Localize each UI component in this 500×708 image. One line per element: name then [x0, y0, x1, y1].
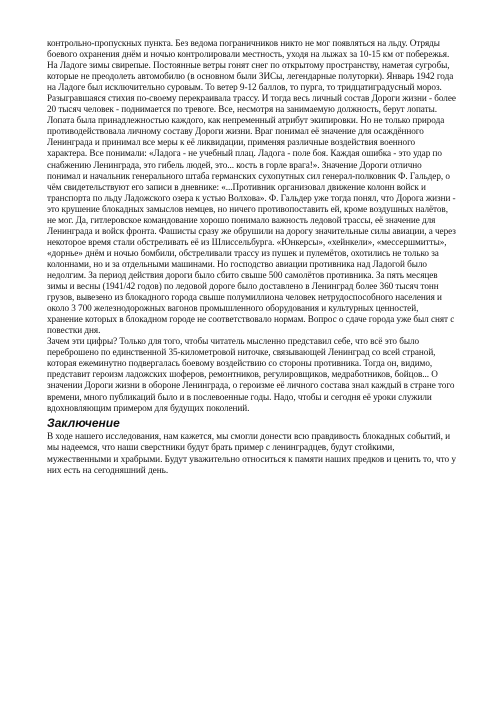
body-paragraph-2: Зачем эти цифры? Только для того, чтобы читатель мысленно представил себе, что всё это было переброшено по единственной 35-километровой ниточке, связывающей Ленинград со всей страной, которая ежеминутно подвергалась боевому воздействию со стороны противника. Тогда он, видимо, представит героизм ладожских шоферов, ремонтников, регулировщиков, медработников, бойцов... О значении Дороги жизни в обороне Ленинграда, о героизме её личного состава знал каждый в стране того времени, много публикаций было и в послевоенные годы. Надо, чтобы и сегодня её уроки служили вдохновляющим примером для будущих поколений.	[47, 336, 455, 413]
conclusion-paragraph: В ходе нашего исследования, нам кажется, мы смогли донести всю правдивость блокадных событий, и мы надеемся, что наши сверстники будут брать пример с ленинградцев, будут стойкими, мужественными и храбрыми. Будут уважительно относиться к памяти наших предков и ценить то, что у них есть на сегодняшний день.	[47, 431, 457, 477]
section-heading: Заключение	[47, 415, 120, 430]
body-paragraph-1: контрольно-пропускных пункта. Без ведома пограничников никто не мог появляться на льду. Отряды боевого охранения днём и ночью контролировали местность, уходя на лыжах за 10-15 км от побережья. На Ладоге зимы свирепые. Постоянные ветры гонят снег по открытому пространству, наметая сугробы, которые не преодолеть автомобилю (в основном были ЗИСы, легендарные полуторки). Январь 1942 года на Ладоге был исключительно суровым. То ветер 9-12 баллов, то пурга, то тридцатиградусный мороз. Разыгравшаяся стихия по-своему перекраивала трассу. И тогда весь личный состав Дороги жизни - более 20 тысяч человек - поднимается по тревоге. Все, несмотря на занимаемую должность, берут лопаты. Лопата была принадлежностью каждого, как непременный атрибут экипировки. Но не только природа противодействовала личному составу Дороги жизни. Враг понимал её значение для осаждённого Ленинграда и принимал все меры к её ликвидации, применяя различные воздействия военного характера. Все понимали: «Ладога - не учебный плац. Ладога - поле боя. Каждая ошибка - это удар по снабжению Ленинграда, это гибель людей, это... кость в горле врага!». Значение Дороги отлично понимал и начальник генерального штаба германских сухопутных сил генерал-полковник Ф. Гальдер, о чём свидетельствуют его записи в дневнике: «...Противник организовал движение колонн войск и транспорта по льду Ладожского озера к устью Волхова». Ф. Гальдер уже тогда понял, что Дорога жизни - это крушение блокадных замыслов немцев, но ничего противопоставить ей, кроме воздушных налётов, не мог. Да, гитлеровское командование хорошо понимало важность ледовой трассы, её значение для Ленинграда и войск фронта. Фашисты сразу же обрушили на дорогу значительные силы авиации, а через некоторое время стали обстреливать её из Шлиссельбурга. «Юнкерсы», «хейнкели», «мессершмитты», «дорнье» днём и ночью бомбили, обстреливали трассу из пушек и пулемётов, охотились не только за колоннами, но и за отдельными машинами. Но господство авиации противника над Ладогой было недолгим. За период действия дороги было сбито свыше 500 самолётов противника. За пять месяцев зимы и весны (1941/42 годов) по ледовой дороге было доставлено в Ленинград более 360 тысяч тонн грузов, вывезено из блокадного города свыше полумиллиона человек нетрудоспособного населения и около 3 700 железнодорожных вагонов промышленного оборудования и культурных ценностей, хранение которых в блокадном городе не соответствовало нормам. Вопрос о сдаче города уже был снят с повестки дня.	[47, 38, 456, 336]
